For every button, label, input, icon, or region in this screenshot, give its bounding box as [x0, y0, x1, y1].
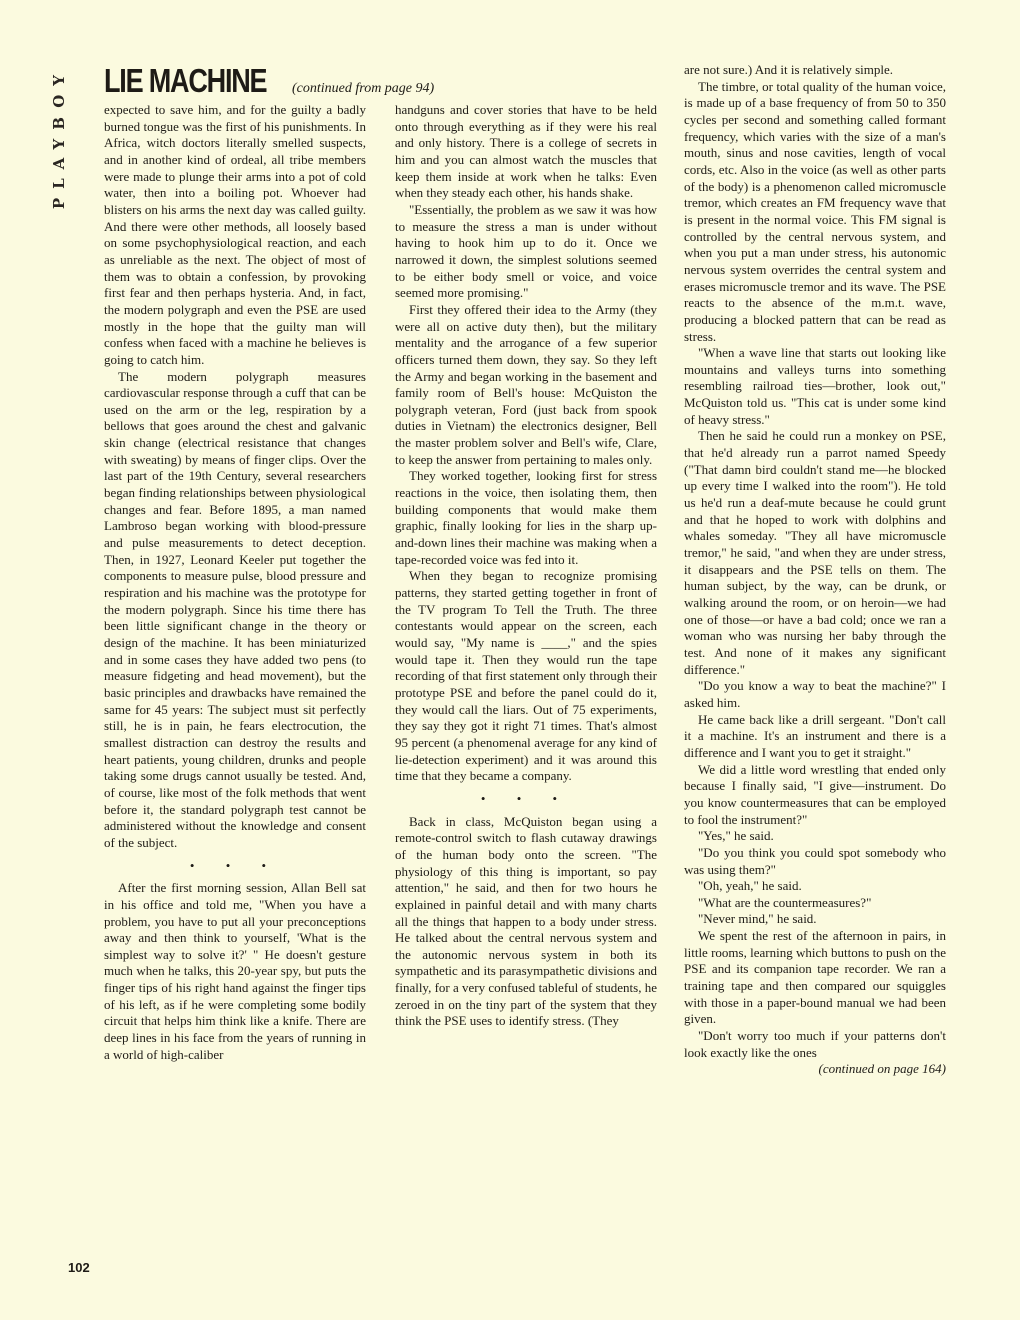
paragraph: expected to save him, and for the guilty a badly burned tongue was the first of his punishments. In Africa, witch doctors literally smelled suspects, and in another kind of ordeal, all tribe members were made to plunge their arms into a pot of cold water, then into a boiling pot. Whoever had blisters on his arms the next day was called guilty. And there were other methods, all loosely based on some psychophysiological reaction, and each as unreliable as the next. The object of most of them was to obtain a confession, by provoking first fear and then perhaps hysteria. And, in fact, the modern polygraph and even the PSE are used mostly in the hope that the guilty man will confess when faced with a machine he believes is going to catch him.	[104, 102, 366, 367]
paragraph: "Don't worry too much if your patterns don't look exactly like the ones	[684, 1028, 946, 1060]
section-break: • • •	[189, 857, 281, 873]
text-column-1	[104, 102, 366, 1063]
paragraph: We spent the rest of the afternoon in pairs, in little rooms, learning which buttons to push on the PSE and its companion tape recorder. We ran a training tape and then compared our squiggles with those in a paper-bound manual we had been given.	[684, 928, 946, 1027]
paragraph: The timbre, or total quality of the human voice, is made up of a base frequency of from 50 to 350 cycles per second and something called formant frequency, which varies with the size of a man's mouth, sinus and nose cavities, length of vocal cords, etc. Also in the voice (as well as other parts of the body) is a phenomenon called micromuscle tremor, which creates an FM frequency wave that is present in the normal voice. This FM signal is controlled by the central nervous system, and when you put a man under stress, his autonomic nervous system overrides the central system and erases micromuscle tremor and its wave. The PSE reacts to the absence of the m.m.t. wave, producing a blocked pattern that can be read as stress.	[684, 78, 946, 344]
paragraph: He came back like a drill sergeant. "Don't call it a machine. It's an instrument and there is a difference and I want you to get it straight."	[684, 711, 946, 760]
paragraph: We did a little word wrestling that ended only because I finally said, "I give—instrument. Do you know countermeasures that can be employed to fool the instrument?"	[684, 761, 946, 827]
continued-from-note: (continued from page 94)	[292, 81, 435, 96]
paragraph: When they began to recognize promising patterns, they started getting together in front of the TV program To Tell the Truth. The three contestants would appear on the screen, each would say, "My name is ____," and the spies would tape it. Then they would run the tape recording of that first statement only through their prototype PSE and before the panel could do it, they would call the liars. Out of 75 experiments, they say they got it right 71 times. That's almost 95 percent (a phenomenal average for any kind of lie-detection experiment) and it was around this time that they became a company.	[395, 568, 657, 784]
paragraph: "Yes," he said.	[698, 828, 774, 844]
paragraph: They worked together, looking first for stress reactions in the voice, then isolating them, then building components that would make them graphic, finally looking for lies in the sharp up-and-down lines their machine was making when a tape-recorded voice was fed into it.	[395, 468, 657, 567]
paragraph: After the first morning session, Allan Bell sat in his office and told me, "When you have a problem, you have to put all your preconceptions away and then think to yourself, 'What is the simplest way to solve it?' " He doesn't gesture much when he talks, this 20-year spy, but puts the finger tips of his right hand against the finger tips of his left, as if he were completing some bodily circuit that helps him think like a knife. There are deep lines in his face from the years of running in a world of high-caliber	[104, 880, 366, 1062]
section-break: • • •	[480, 790, 572, 806]
text-column-2	[395, 102, 657, 1030]
continued-on-note: (continued on page 164)	[818, 1061, 946, 1077]
paragraph: Then he said he could run a monkey on PSE, that he'd already run a parrot named Speedy ("That damn bird couldn't stand me—he blocked up every time I walked into the room"). He told us he'd run a deaf-mute because he could grunt and that he hoped to work with dolphins and whales someday. "They all have micromuscle tremor," he said, "and when they are under stress, it disappears and the PSE tells on them. The human subject, by the way, can be drunk, or walking around the room, or on heroin—we had one of those—or have a bad cold; once we ran a woman who was nursing her baby through the test. And none of it makes any significant difference."	[684, 428, 946, 677]
page-number: 102	[68, 1260, 90, 1275]
paragraph: "Do you think you could spot somebody who was using them?"	[684, 844, 946, 877]
paragraph: "Essentially, the problem as we saw it was how to measure the stress a man is under without having to hook him up to do it. Once we narrowed it down, the simplest solutions seemed to be either body smell or voice, and voice seemed more promising."	[395, 201, 657, 301]
paragraph: The modern polygraph measures cardiovascular response through a cuff that can be used on the arm or the leg, respiration by a bellows that goes around the chest and galvanic skin change (electrical resistance that changes with sweating) by means of finger clips. Over the last part of the 19th Century, several researchers began finding relationships between physiological changes and fear. Before 1895, a man named Lambroso began working with blood-pressure and pulse measurements to detect deception. Then, in 1927, Leonard Keeler put together the components to measure pulse, blood pressure and respiration and his machine was the prototype for the modern polygraph. Since his time there has been little significant change in the theory or design of the machine. It has been miniaturized and in some cases they have added two pens (to measure fidgeting and head movement), but the basic principles and drawbacks have remained the same for 45 years: The subject must sit perfectly still, he is in pain, he fears electrocution, the smallest distraction can destroy the results and heart patients, young children, drunks and people taking some drugs cannot usually be tested. And, of course, like most of the folk methods that went before it, the standard polygraph test cannot be administered without the knowledge and consent of the subject.	[104, 368, 366, 850]
paragraph: "What are the countermeasures?"	[698, 894, 872, 910]
article-headline	[104, 62, 434, 100]
paragraph: First they offered their idea to the Army (they were all on active duty then), but the military mentality and the arrogance of a few superior officers turned them down, they say. So they left the Army and began working in the basement and family room of Bell's house: McQuiston the polygraph veteran, Ford (just back from spook duties in Vietnam) the electronics designer, Bell the master problem solver and Bell's wife, Clare, to keep the answer from pertaining to males only.	[395, 301, 657, 467]
paragraph: "Never mind," he said.	[698, 911, 817, 927]
paragraph: Back in class, McQuiston began using a remote-control switch to flash cutaway drawings of the human body onto the screen. "The physiology of this thing is important, so pay attention," he said, and then for two hours he explained in painful detail and with many charts all the things that happen to a body under stress. He talked about the central nervous system and the autonomic nervous system in both its sympathetic and its parasympathetic divisions and finally, for a very confused tableful of students, he zeroed in on the tiny part of the system that they think the PSE uses to identify stress. (They	[395, 813, 657, 1029]
paragraph: are not sure.) And it is relatively simple.	[684, 62, 894, 77]
paragraph: handguns and cover stories that have to be held onto through everything as if they were his real and only history. There is a college of secrets in him and you can almost watch the muscles that keep them inside at work when he talks: Even when they steady each other, his hands shake.	[395, 102, 657, 201]
article-title: LIE MACHINE	[104, 62, 267, 99]
paragraph: "When a wave line that starts out looking like mountains and valleys turns into something resembling railroad ties—brother, look out," McQuiston told us. "This cat is under some kind of heavy stress."	[684, 345, 946, 427]
paragraph: "Oh, yeah," he said.	[698, 878, 802, 894]
paragraph: "Do you know a way to beat the machine?" I asked him.	[684, 678, 946, 710]
magazine-logo: PLAYBOY	[50, 66, 68, 210]
text-column-3	[684, 62, 946, 1078]
